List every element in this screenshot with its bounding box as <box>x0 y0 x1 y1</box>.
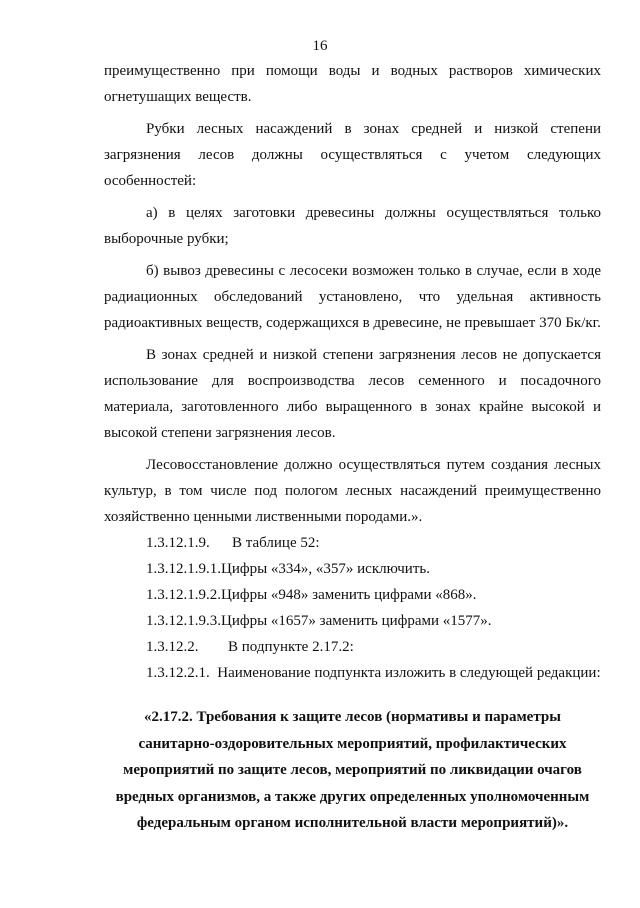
title-line: «2.17.2. Требования к защите лесов (нормативы и параметры <box>144 709 561 725</box>
item-number: 1.3.12.2.1. <box>146 665 210 681</box>
list-item <box>104 530 601 556</box>
list-item <box>104 608 601 634</box>
list-item <box>104 660 601 686</box>
paragraph: Лесовосстановление должно осуществляться путем создания лесных культур, в том числе под пологом лесных насаждений преимущественно хозяйственно ценными лиственными породами.». <box>104 457 601 525</box>
item-number: 1.3.12.1.9. <box>146 535 210 551</box>
title-line: вредных организмов, а также других определенных уполномоченным <box>115 788 590 805</box>
list-item <box>104 582 601 608</box>
item-text: Цифры «1657» заменить цифрами «1577». <box>221 613 492 629</box>
item-text: В подпункте 2.17.2: <box>228 639 354 655</box>
item-number: 1.3.12.1.9.3. <box>146 613 221 629</box>
item-number: 1.3.12.1.9.1. <box>146 561 221 577</box>
body-text <box>104 58 601 686</box>
item-text: Наименование подпункта изложить в следующей редакции: <box>217 665 601 681</box>
paragraph: б) вывоз древесины с лесосеки возможен только в случае, если в ходе радиационных обследований установлено, что удельная активность радиоактивных веществ, содержащихся в древесине, не превышает 370 Бк/кг. <box>104 263 601 331</box>
list-item <box>104 556 601 582</box>
title-line: мероприятий по защите лесов, мероприятий по ликвидации очагов <box>123 762 582 778</box>
paragraph: а) в целях заготовки древесины должны осуществляться только выборочные рубки; <box>104 205 601 247</box>
paragraph: В зонах средней и низкой степени загрязнения лесов не допускается использование для воспроизводства лесов семенного и посадочного материала, заготовленного либо выращенного в зонах крайне высокой и высокой степени загрязнения лесов. <box>104 347 601 441</box>
item-text: Цифры «948» заменить цифрами «868». <box>221 587 477 603</box>
section-title <box>104 704 601 837</box>
item-number: 1.3.12.2. <box>146 639 199 655</box>
title-line: федеральным органом исполнительной власти мероприятий)». <box>136 815 569 831</box>
item-text: В таблице 52: <box>232 535 320 551</box>
item-text: Цифры «334», «357» исключить. <box>221 561 430 577</box>
paragraph: преимущественно при помощи воды и водных растворов химических огнетушащих веществ. <box>104 63 601 105</box>
page-number: 16 <box>312 38 328 54</box>
title-line: санитарно-оздоровительных мероприятий, профилактических <box>138 735 567 752</box>
paragraph: Рубки лесных насаждений в зонах средней и низкой степени загрязнения лесов должны осуществляться с учетом следующих особенностей: <box>104 121 601 189</box>
item-number: 1.3.12.1.9.2. <box>146 587 221 603</box>
list-item <box>104 634 601 660</box>
